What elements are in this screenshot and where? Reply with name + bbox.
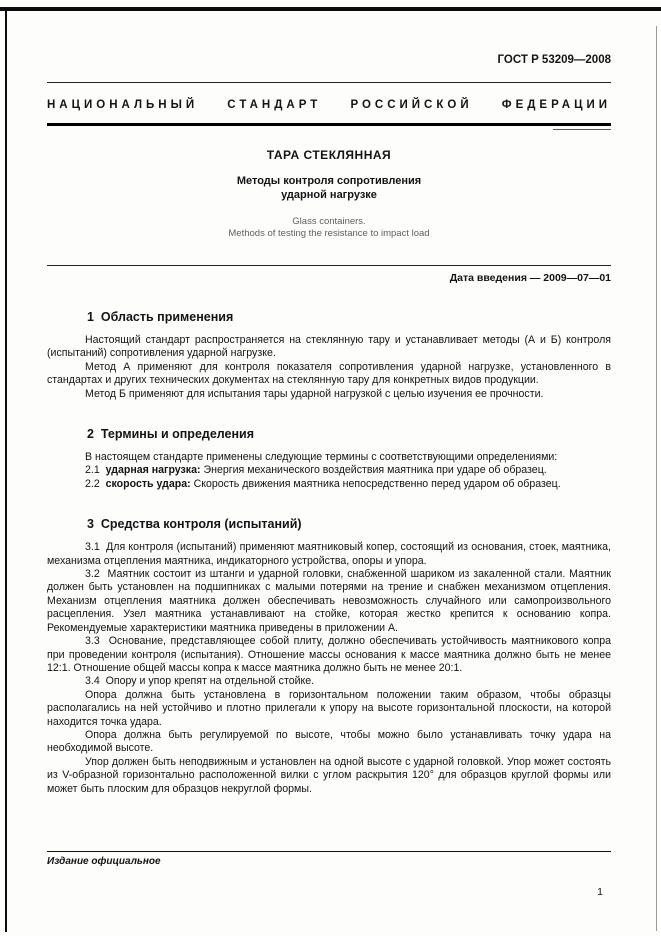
edition-note: Издание официальное (47, 856, 161, 867)
divider-thick (47, 123, 611, 126)
paragraph: 3.2 Маятник состоит из штанги и ударной головки, снабженной шариком из закаленной стали. Маятник должен быть установлен на подшипниках с малыми потерями на трение и снабжен механизмом отцепления. Механизм отцепления маятника должен обеспечивать невозможность случайного или самопроизвольного расцепления. Узел маятника устанавливают на стойке, которая жестко крепится к основанию копра. Рекомендуемые характеристики маятника приведены в приложении А. (47, 568, 611, 634)
term-definition (47, 464, 611, 477)
document-subtitle (47, 174, 611, 202)
standard-banner: НАЦИОНАЛЬНЫЙ СТАНДАРТ РОССИЙСКОЙ ФЕДЕРАЦИИ (47, 99, 611, 111)
paragraph: Опора должна быть регулируемой по высоте, чтобы можно было устанавливать точку удара на необходимой высоте. (47, 728, 611, 755)
section-heading-1: 1 Область применения (87, 310, 234, 324)
english-line-2: Methods of testing the resistance to impact load (228, 227, 430, 239)
paragraph: Настоящий стандарт распространяется на стеклянную тару и устанавливает методы (А и Б) контроля (испытаний) сопротивления ударной нагрузке. (47, 334, 611, 360)
subtitle-line-1: Методы контроля сопротивления (236, 175, 422, 187)
scan-edge-right (656, 26, 657, 931)
paragraph: Опора должна быть установлена в горизонтальном положении таким образом, чтобы образцы располагались на ней устойчиво и плотно прилегали к упору на высоте горизонтальной плоскости, на которой находится точка удара. (47, 688, 611, 728)
paragraph: Метод Б применяют для испытания тары ударной нагрузкой с целью изучения ее прочности. (85, 387, 544, 400)
term-name: скорость удара: (105, 477, 191, 490)
section-heading-2: 2 Термины и определения (87, 427, 255, 442)
page-footer (47, 851, 611, 867)
term-text: Энергия механического воздействия маятника при ударе об образец. (203, 464, 547, 477)
term-number: 2.1 (85, 464, 100, 477)
paragraph: 3.1 Для контроля (испытаний) применяют маятниковый копер, состоящий из основания, стоек, маятника, механизма отцепления маятника, индикаторного устройства, опоры и упора. (47, 541, 611, 567)
document-content (47, 54, 611, 796)
rule-tick (553, 129, 611, 130)
divider-before-date (47, 265, 611, 266)
paragraph: Упор должен быть неподвижным и установлен на одной высоте с ударной головкой. Упор может состоять из V-образной горизонтально расположенной вилки с углом раскрытия 120° для образцов круглой формы или может быть плоским для образцов некруглой формы. (47, 755, 611, 795)
english-title (47, 216, 611, 239)
term-number: 2.2 (85, 477, 100, 490)
title-block (47, 148, 611, 239)
section-heading-3: 3 Средства контроля (испытаний) (87, 517, 302, 532)
paragraph: 3.4 Опору и упор крепят на отдельной стойке. (85, 675, 315, 688)
document-title: ТАРА СТЕКЛЯННАЯ (266, 148, 392, 162)
paragraph: В настоящем стандарте применены следующие термины с соответствующими определениями: (85, 451, 558, 464)
divider-top (47, 82, 611, 83)
footer-divider (47, 851, 611, 852)
term-name: ударная нагрузка: (105, 464, 201, 477)
english-line-1: Glass containers. (292, 216, 366, 227)
scan-edge-top (0, 7, 661, 11)
effective-date: Дата введения — 2009—07—01 (449, 272, 611, 284)
page-number: 1 (597, 886, 603, 898)
paragraph: Метод А применяют для контроля показателя сопротивления ударной нагрузке, установленного в стандартах и других технических документах на стеклянную тару для конкретных видов продукции. (47, 360, 611, 387)
scan-edge-left (5, 7, 7, 932)
term-text: Скорость движения маятника непосредственно перед ударом об образец. (193, 477, 561, 490)
paragraph: 3.3 Основание, представляющее собой плиту, должно обеспечивать устойчивость маятникового копра при проведении контроля (испытания). Отношение массы основания к массе маятника должно быть не менее 12:1. Отношение общей массы копра к массе маятника должно быть не менее 20:1. (47, 635, 611, 674)
doc-number: ГОСТ Р 53209—2008 (497, 54, 611, 66)
subtitle-line-2: ударной нагрузке (281, 189, 377, 201)
term-definition (47, 478, 611, 491)
